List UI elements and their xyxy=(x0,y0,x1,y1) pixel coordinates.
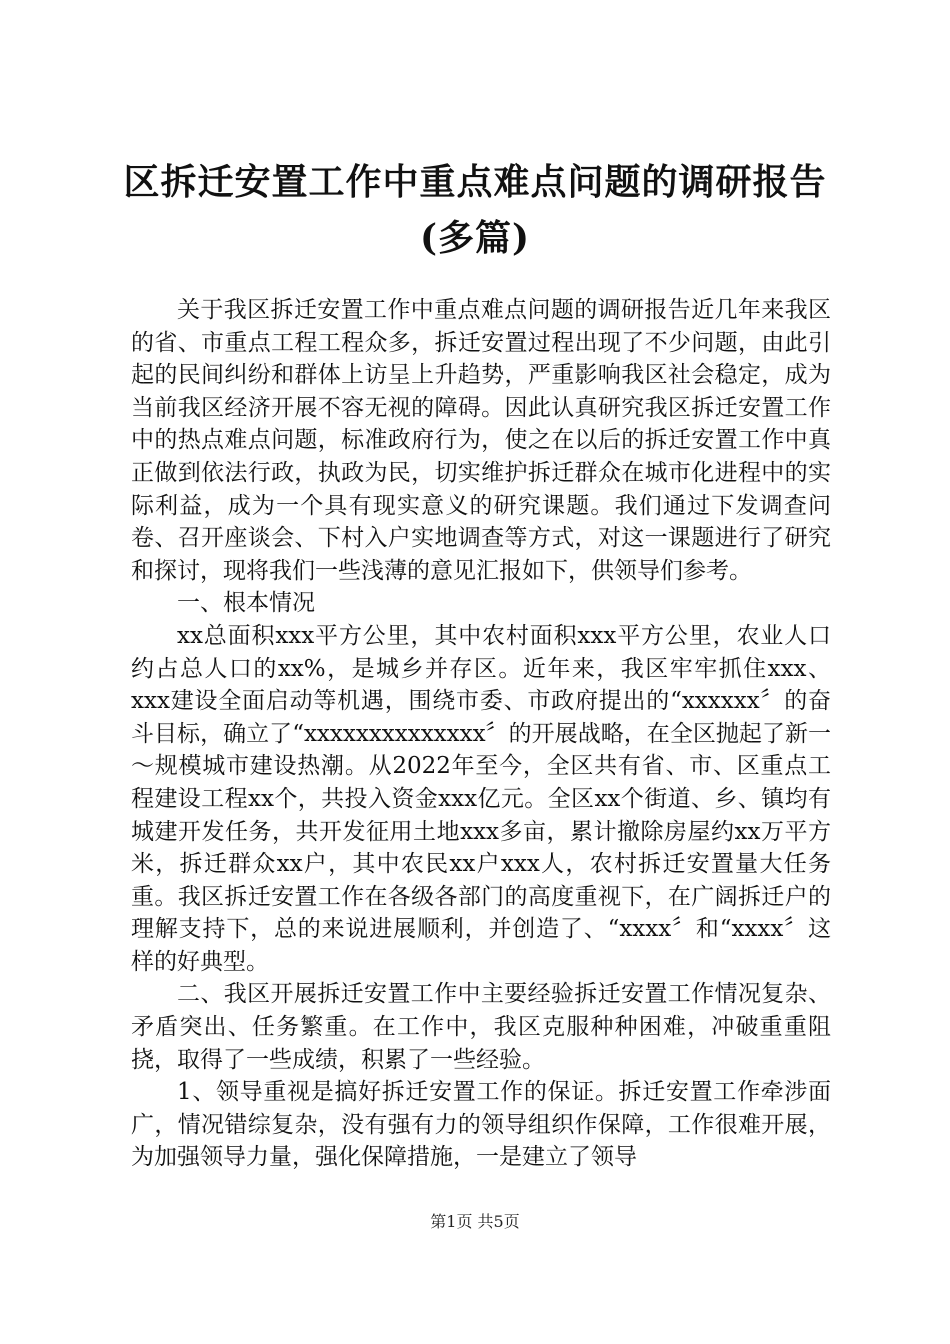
section-heading-main-experience: 二、我区开展拆迁安置工作中主要经验拆迁安置工作情况复杂、矛盾突出、任务繁重。在工作中，我区克服种种困难，冲破重重阻挠，取得了一些成绩，积累了一些经验。 xyxy=(131,981,831,1073)
paragraph-intro: 关于我区拆迁安置工作中重点难点问题的调研报告近几年来我区的省、市重点工程工程众多，拆迁安置过程出现了不少问题，由此引起的民间纠纷和群体上访呈上升趋势，严重影响我区社会稳定，成为当前我区经济开展不容无视的障碍。因此认真研究我区拆迁安置工作中的热点难点问题，标准政府行为，使之在以后的拆迁安置工作中真正做到依法行政，执政为民，切实维护拆迁群众在城市化进程中的实际利益，成为一个具有现实意义的研究课题。我们通过下发调查问卷、召开座谈会、下村入户实地调查等方式，对这一课题进行了研究和探讨，现将我们一些浅薄的意见汇报如下，供领导们参考。 xyxy=(131,297,831,584)
document-title: 区拆迁安置工作中重点难点问题的调研报告 xyxy=(123,161,827,203)
section-heading-basic-situation: 一、根本情况 xyxy=(177,590,315,617)
document-subtitle: (多篇) xyxy=(419,217,531,259)
page-number-footer: 第1页 共5页 xyxy=(430,1212,520,1231)
paragraph-leadership: 1、领导重视是搞好拆迁安置工作的保证。拆迁安置工作牵涉面广，情况错综复杂，没有强有力的领导组织作保障，工作很难开展，为加强领导力量，强化保障措施，一是建立了领导 xyxy=(131,1079,831,1171)
paragraph-basic-situation: xx总面积xxx平方公里，其中农村面积xxx平方公里，农业人口约占总人口的xx%，是城乡并存区。近年来，我区牢牢抓住xxx、xxx建设全面启动等机遇，围绕市委、市政府提出的“xxxxxx〞的奋斗目标，确立了“xxxxxxxxxxxxxx〞的开展战略，在全区抛起了新一～规模城市建设热潮。从2022年至今，全区共有省、市、区重点工程建设工程xx个，共投入资金xxx亿元。全区xx个街道、乡、镇均有城建开发任务，共开发征用土地xxx多亩，累计撤除房屋约xx万平方米，拆迁群众xx户，其中农民xx户xxx人，农村拆迁安置量大任务重。我区拆迁安置工作在各级各部门的高度重视下，在广阔拆迁户的理解支持下，总的来说进展顺利，并创造了、“xxxx〞和“xxxx〞这样的好典型。 xyxy=(131,622,831,975)
document-body xyxy=(131,294,831,1174)
